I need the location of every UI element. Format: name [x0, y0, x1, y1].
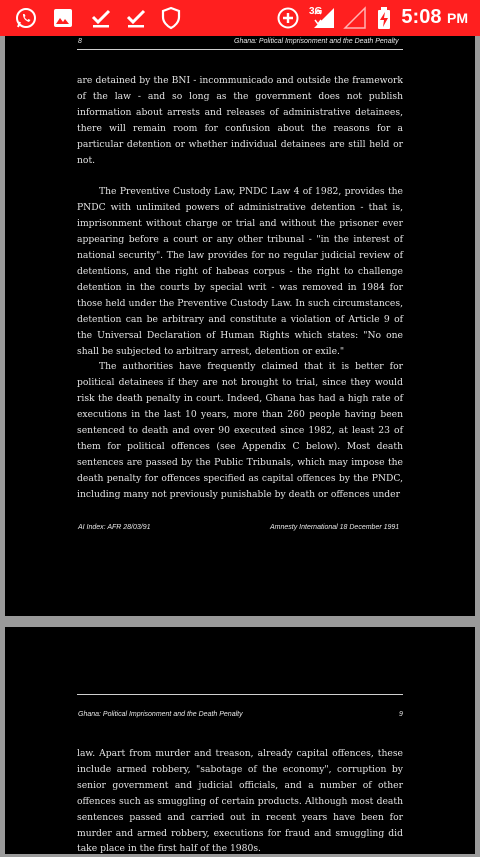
paragraph: law. Apart from murder and treason, already capital offences, these include armed robbery, "sabotage of the economy", corruption by senior government and judicial officials, and a number of other offences such as smuggling of certain products. Although most death sentences passed and carried out in recent years have been for murder and armed robbery, executions for fraud and smuggling did take place in the first half of the 1980s. — [77, 748, 403, 855]
check-download-icon — [124, 6, 148, 30]
shield-icon — [159, 6, 183, 30]
document-page-8[interactable] — [5, 36, 475, 616]
header-rule — [77, 49, 403, 50]
body-text — [77, 73, 403, 503]
paragraph: The Preventive Custody Law, PNDC Law 4 of 1982, provides the PNDC with unlimited powers of administrative detention - that is, imprisonment without charge or trial and without the prisoner ever appearing before a court or any other tribunal - "in the interest of national security". The law provides for no regular judicial review of detentions, and the right of habeas corpus - the right to challenge detention in the courts by special writ - was removed in 1984 for those held under the Preventive Custody Law. In such circumstances, detention can be arbitrary and constitute a violation of Article 9 of the Universal Declaration of Human Rights which states: "No one shall be subjected to arbitrary arrest, detention or exile." — [77, 186, 403, 357]
page-number: 9 — [399, 711, 403, 718]
add-circle-icon — [276, 6, 300, 30]
footer-date: Amnesty International 18 December 1991 — [270, 524, 400, 531]
whatsapp-icon — [14, 6, 38, 30]
header-rule — [77, 694, 403, 695]
footer-ai-index: AI Index: AFR 28/03/91 — [78, 524, 151, 531]
battery-charging-icon — [372, 6, 396, 30]
body-text — [77, 746, 403, 857]
signal-empty-icon — [343, 6, 367, 30]
running-head: Ghana: Political Imprisonment and the Death Penalty — [234, 38, 399, 45]
clock — [401, 6, 468, 29]
paragraph: The authorities have frequently claimed that it is better for political detainees if they are not brought to trial, since they would risk the death penalty in court. Indeed, Ghana has had a high rate of executions in the last 10 years, more than 260 people having been sentenced to death and over 90 executed since 1982, at least 23 of them for political offences (see Appendix C below). Most death sentences are passed by the Public Tribunals, which may impose the death penalty for offences specified as capital offences by the PNDC, including many not previously punishable by death or offences under — [77, 361, 403, 500]
running-head: Ghana: Political Imprisonment and the Death Penalty — [78, 711, 243, 718]
page-number: 8 — [78, 38, 82, 45]
check-download-icon — [89, 6, 113, 30]
signal-icon — [312, 6, 336, 30]
image-icon — [51, 6, 75, 30]
paragraph: are detained by the BNI - incommunicado and outside the framework of the law - and so long as the government does not publish information about arrests and releases of administrative detainees, there will remain room for confusion about the reasons for a particular detention or whether individual detainees are still held or not. — [77, 75, 403, 166]
clock-ampm: PM — [447, 10, 468, 26]
clock-time: 5:08 — [401, 6, 442, 28]
network-type-label: 3G — [309, 6, 323, 17]
document-page-9[interactable] — [5, 627, 475, 854]
status-bar — [0, 0, 480, 36]
